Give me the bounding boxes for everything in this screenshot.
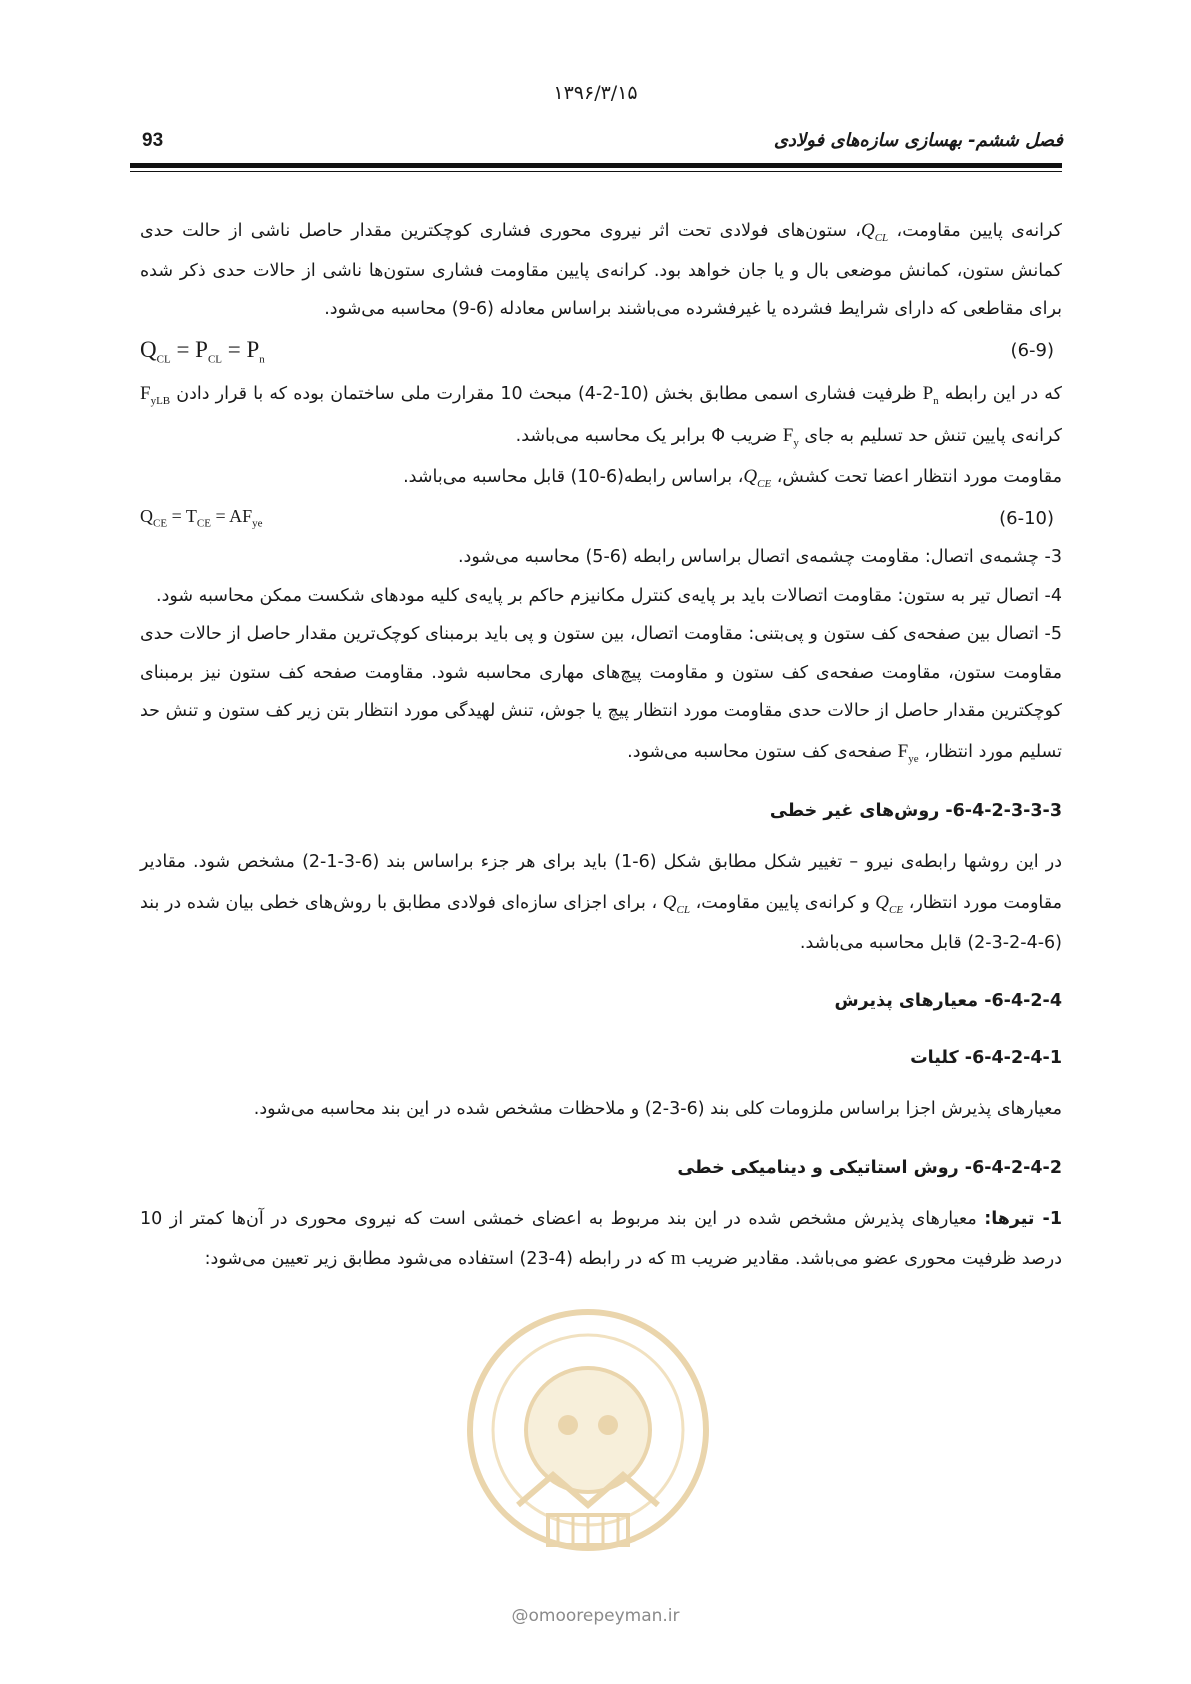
paragraph-nominal-capacity: که در این رابطه $P_n$ ظرفیت فشاری اسمی مطابق بخش (10-2-4) مبحث 10 مقرارت ملی ساختمان بوده که با قرار دادن $F_{yLB}$ کرانه‌ی پایین تنش حد تسلیم به جای $F_y$ ضریب Φ برابر یک محاسبه می‌باشد.	[140, 382, 1062, 449]
heading-nonlinear-methods: 6-4-2-3-3-3- روش‌های غیر خطی	[769, 801, 1062, 822]
equation-number: (6-9)	[1010, 340, 1054, 362]
paragraph-base-plate: 5- اتصال بین صفحه‌ی کف ستون و پی‌بتنی: مقاومت اتصال، بین ستون و پی باید برمبنای کوچک‌ترین مقدار حاصل از حالات حدی مقاومت ستون، مقاومت صفحه‌ی کف ستون و مقاومت پیچ‌های مهاری محاسبه شود. مقاومت صفحه کف ستون نیز برمبنای کوچکترین مقدار حاصل از حالات حدی مقاومت مورد انتظار پیچ یا جوش، تنش لهیدگی مورد انتظار بتن زیر کف ستون و تنش حد تسلیم مورد انتظار، $F_{ye}$ صفحه‌ی کف ستون محاسبه می‌شود.	[140, 624, 1062, 765]
page-body	[140, 210, 1062, 1280]
heading-linear-methods: 6-4-2-4-2- روش استاتیکی و دینامیکی خطی	[677, 1157, 1062, 1178]
watermark-logo-icon	[458, 1300, 718, 1570]
equation-formula: $Q_{CL} = P_{CL} = P_n$	[140, 336, 265, 366]
symbol-fylb: $F_{yLB}$	[140, 382, 171, 407]
paragraph-tension-expected: مقاومت مورد انتظار اعضا تحت کشش، $Q_{CE}،$ براساس رابطه(6-10) قابل محاسبه می‌باشد.	[403, 466, 1062, 491]
document-date: ۱۳۹۶/۳/۱۵	[553, 82, 638, 104]
paragraph-panel-zone: 3- چشمه‌ی اتصال: مقاومت چشمه‌ی اتصال براساس رابطه (6-5) محاسبه می‌شود.	[457, 547, 1062, 568]
heading-acceptance-criteria: 6-4-2-4- معیارهای پذیرش	[834, 991, 1062, 1012]
paragraph-beam-column-connection: 4- اتصال تیر به ستون: مقاومت اتصالات باید بر پایه‌ی کنترل مکانیزم حاکم بر پایه‌ی کلیه مودهای شکست ممکن محاسبه شود.	[156, 585, 1062, 606]
chapter-title: فصل ششم- بهسازی سازه‌های فولادی	[773, 130, 1063, 151]
header-rule-thin	[130, 171, 1062, 172]
symbol-fy: $F_y$	[782, 424, 799, 449]
symbol-qcl: $Q_{CL}$	[860, 220, 889, 244]
page-number: 93	[142, 130, 164, 151]
website-footer: @omoorepeyman.ir	[511, 1606, 680, 1626]
symbol-qce: $Q_{CE}$	[743, 466, 772, 491]
equation-6-9	[140, 329, 1062, 373]
paragraph-compression-lower-bound: کرانه‌ی پایین مقاومت، $Q_{CL}،$ ستون‌های فولادی تحت اثر نیروی محوری فشاری کوچکترین مقدار حاصل ناشی از حالت حدی کمانش ستون، کمانش موضعی بال و یا جان خواهد بود. کرانه‌ی پایین مقاومت فشاری ستون‌ها ناشی از حالات حدی ذکر شده برای مقاطعی که دارای شرایط فشرده یا غیرفشرده می‌باشند براساس معادله (6-9) محاسبه می‌شود.	[140, 220, 1062, 320]
symbol-fye: $F_{ye}$	[897, 740, 919, 765]
header-rule-thick	[130, 163, 1062, 168]
symbol-qce: $Q_{CE}$	[875, 891, 904, 916]
heading-general: 6-4-2-4-1- کلیات	[910, 1048, 1062, 1069]
equation-formula: $Q_{CE} = T_{CE} = AF_{ye}$	[140, 506, 263, 530]
symbol-qcl: $Q_{CL}$	[662, 891, 690, 916]
symbol-m: m	[671, 1248, 686, 1270]
symbol-pn: $P_n$	[922, 382, 939, 407]
equation-number: (6-10)	[999, 507, 1054, 529]
equation-6-10	[140, 498, 1062, 538]
paragraph-beams: 1- تیرها: معیارهای پذیرش مشخص شده در این بند مربوط به اعضای خمشی است که نیروی محوری در آن‌ها کمتر از 10 درصد ظرفیت محوری عضو می‌باشد. مقادیر ضریب m که در رابطه (4-23) استفاده می‌شود مطابق زیر تعیین می‌شود:	[140, 1208, 1062, 1270]
paragraph-nonlinear: در این روشها رابطه‌ی نیرو – تغییر شکل مطابق شکل (6-1) باید برای هر جزء براساس بند (6-3-1-2) مشخص شود. مقادیر مقاومت مورد انتظار، $Q_{CE}$ و کرانه‌ی پایین مقاومت، $Q_{CL}$ ، برای اجزای سازه‌ای فولادی مطابق با روش‌های خطی بیان شده در بند (6-4-2-3-2) قابل محاسبه می‌باشد.	[140, 852, 1063, 953]
paragraph-acceptance-general: معیارهای پذیرش اجزا براساس ملزومات کلی بند (6-3-2) و ملاحظات مشخص شده در این بند محاسبه می‌شود.	[253, 1099, 1062, 1120]
